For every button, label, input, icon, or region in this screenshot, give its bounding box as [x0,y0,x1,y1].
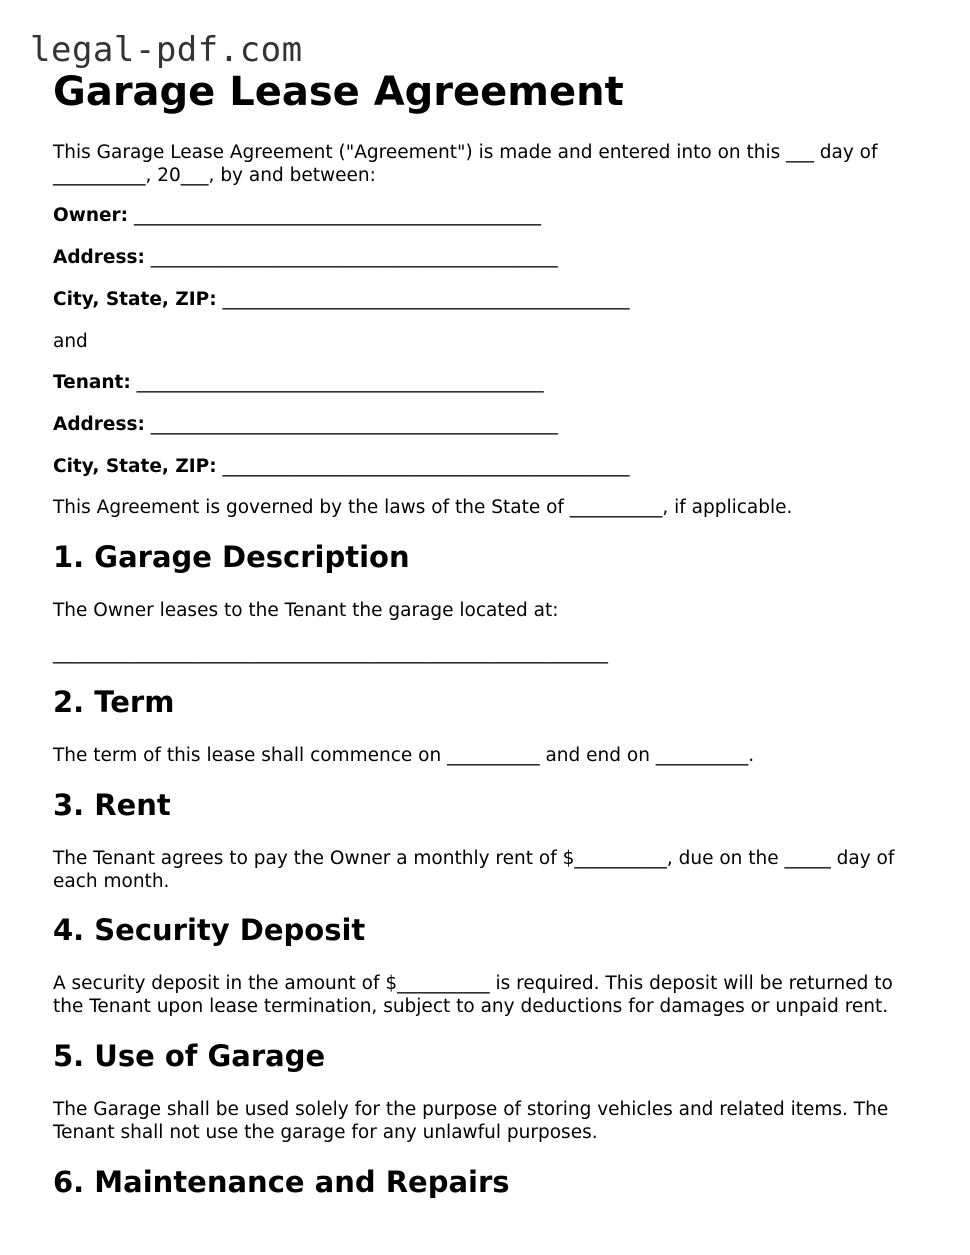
owner-city-field [53,288,630,311]
tenant-city-field [53,455,630,478]
intro-paragraph: This Garage Lease Agreement ("Agreement") is made and entered into on this ___ day of __________, 20___, by and between: [53,142,878,186]
owner-name-field [53,204,541,227]
owner-name-label: Owner: [53,205,129,226]
section-text-garage-description: The Owner leases to the Tenant the garage located at: [53,600,559,621]
section-text-term: The term of this lease shall commence on __________ and end on __________. [53,745,755,766]
section-heading-term: 2. Term [53,685,175,719]
section-text-use-of-garage: The Garage shall be used solely for the purpose of storing vehicles and related items. The Tenant shall not use the garage for any unlawful purposes. [53,1099,889,1143]
tenant-address-label: Address: [53,414,145,435]
section-heading-garage-description: 1. Garage Description [53,540,410,574]
garage-address-blank: ____________________________________________________________ [53,643,608,664]
owner-address-label: Address: [53,247,145,268]
tenant-address-field [53,413,558,436]
tenant-city-blank: ____________________________________________ [216,456,630,477]
section-text-rent: The Tenant agrees to pay the Owner a monthly rent of $__________, due on the _____ day of each month. [53,848,895,892]
tenant-address-blank: ____________________________________________ [144,414,558,435]
tenant-city-label: City, State, ZIP: [53,456,217,477]
owner-city-label: City, State, ZIP: [53,289,217,310]
tenant-name-blank: ____________________________________________ [130,372,544,393]
section-heading-security-deposit: 4. Security Deposit [53,913,366,947]
section-heading-maintenance: 6. Maintenance and Repairs [53,1165,510,1199]
section-text-security-deposit: A security deposit in the amount of $__________ is required. This deposit will be returned to the Tenant upon lease termination, subject to any deductions for damages or unpaid rent. [53,973,893,1017]
section-heading-use-of-garage: 5. Use of Garage [53,1039,326,1073]
owner-address-field [53,246,558,269]
owner-address-blank: ____________________________________________ [144,247,558,268]
and-text: and [53,331,88,352]
watermark: legal-pdf.com [30,30,303,70]
tenant-name-label: Tenant: [53,372,131,393]
section-heading-rent: 3. Rent [53,788,171,822]
owner-city-blank: ____________________________________________ [216,289,630,310]
tenant-name-field [53,371,544,394]
governing-law-paragraph: This Agreement is governed by the laws of the State of __________, if applicable. [53,497,793,518]
document-title: Garage Lease Agreement [53,69,624,115]
owner-name-blank: ____________________________________________ [128,205,541,226]
